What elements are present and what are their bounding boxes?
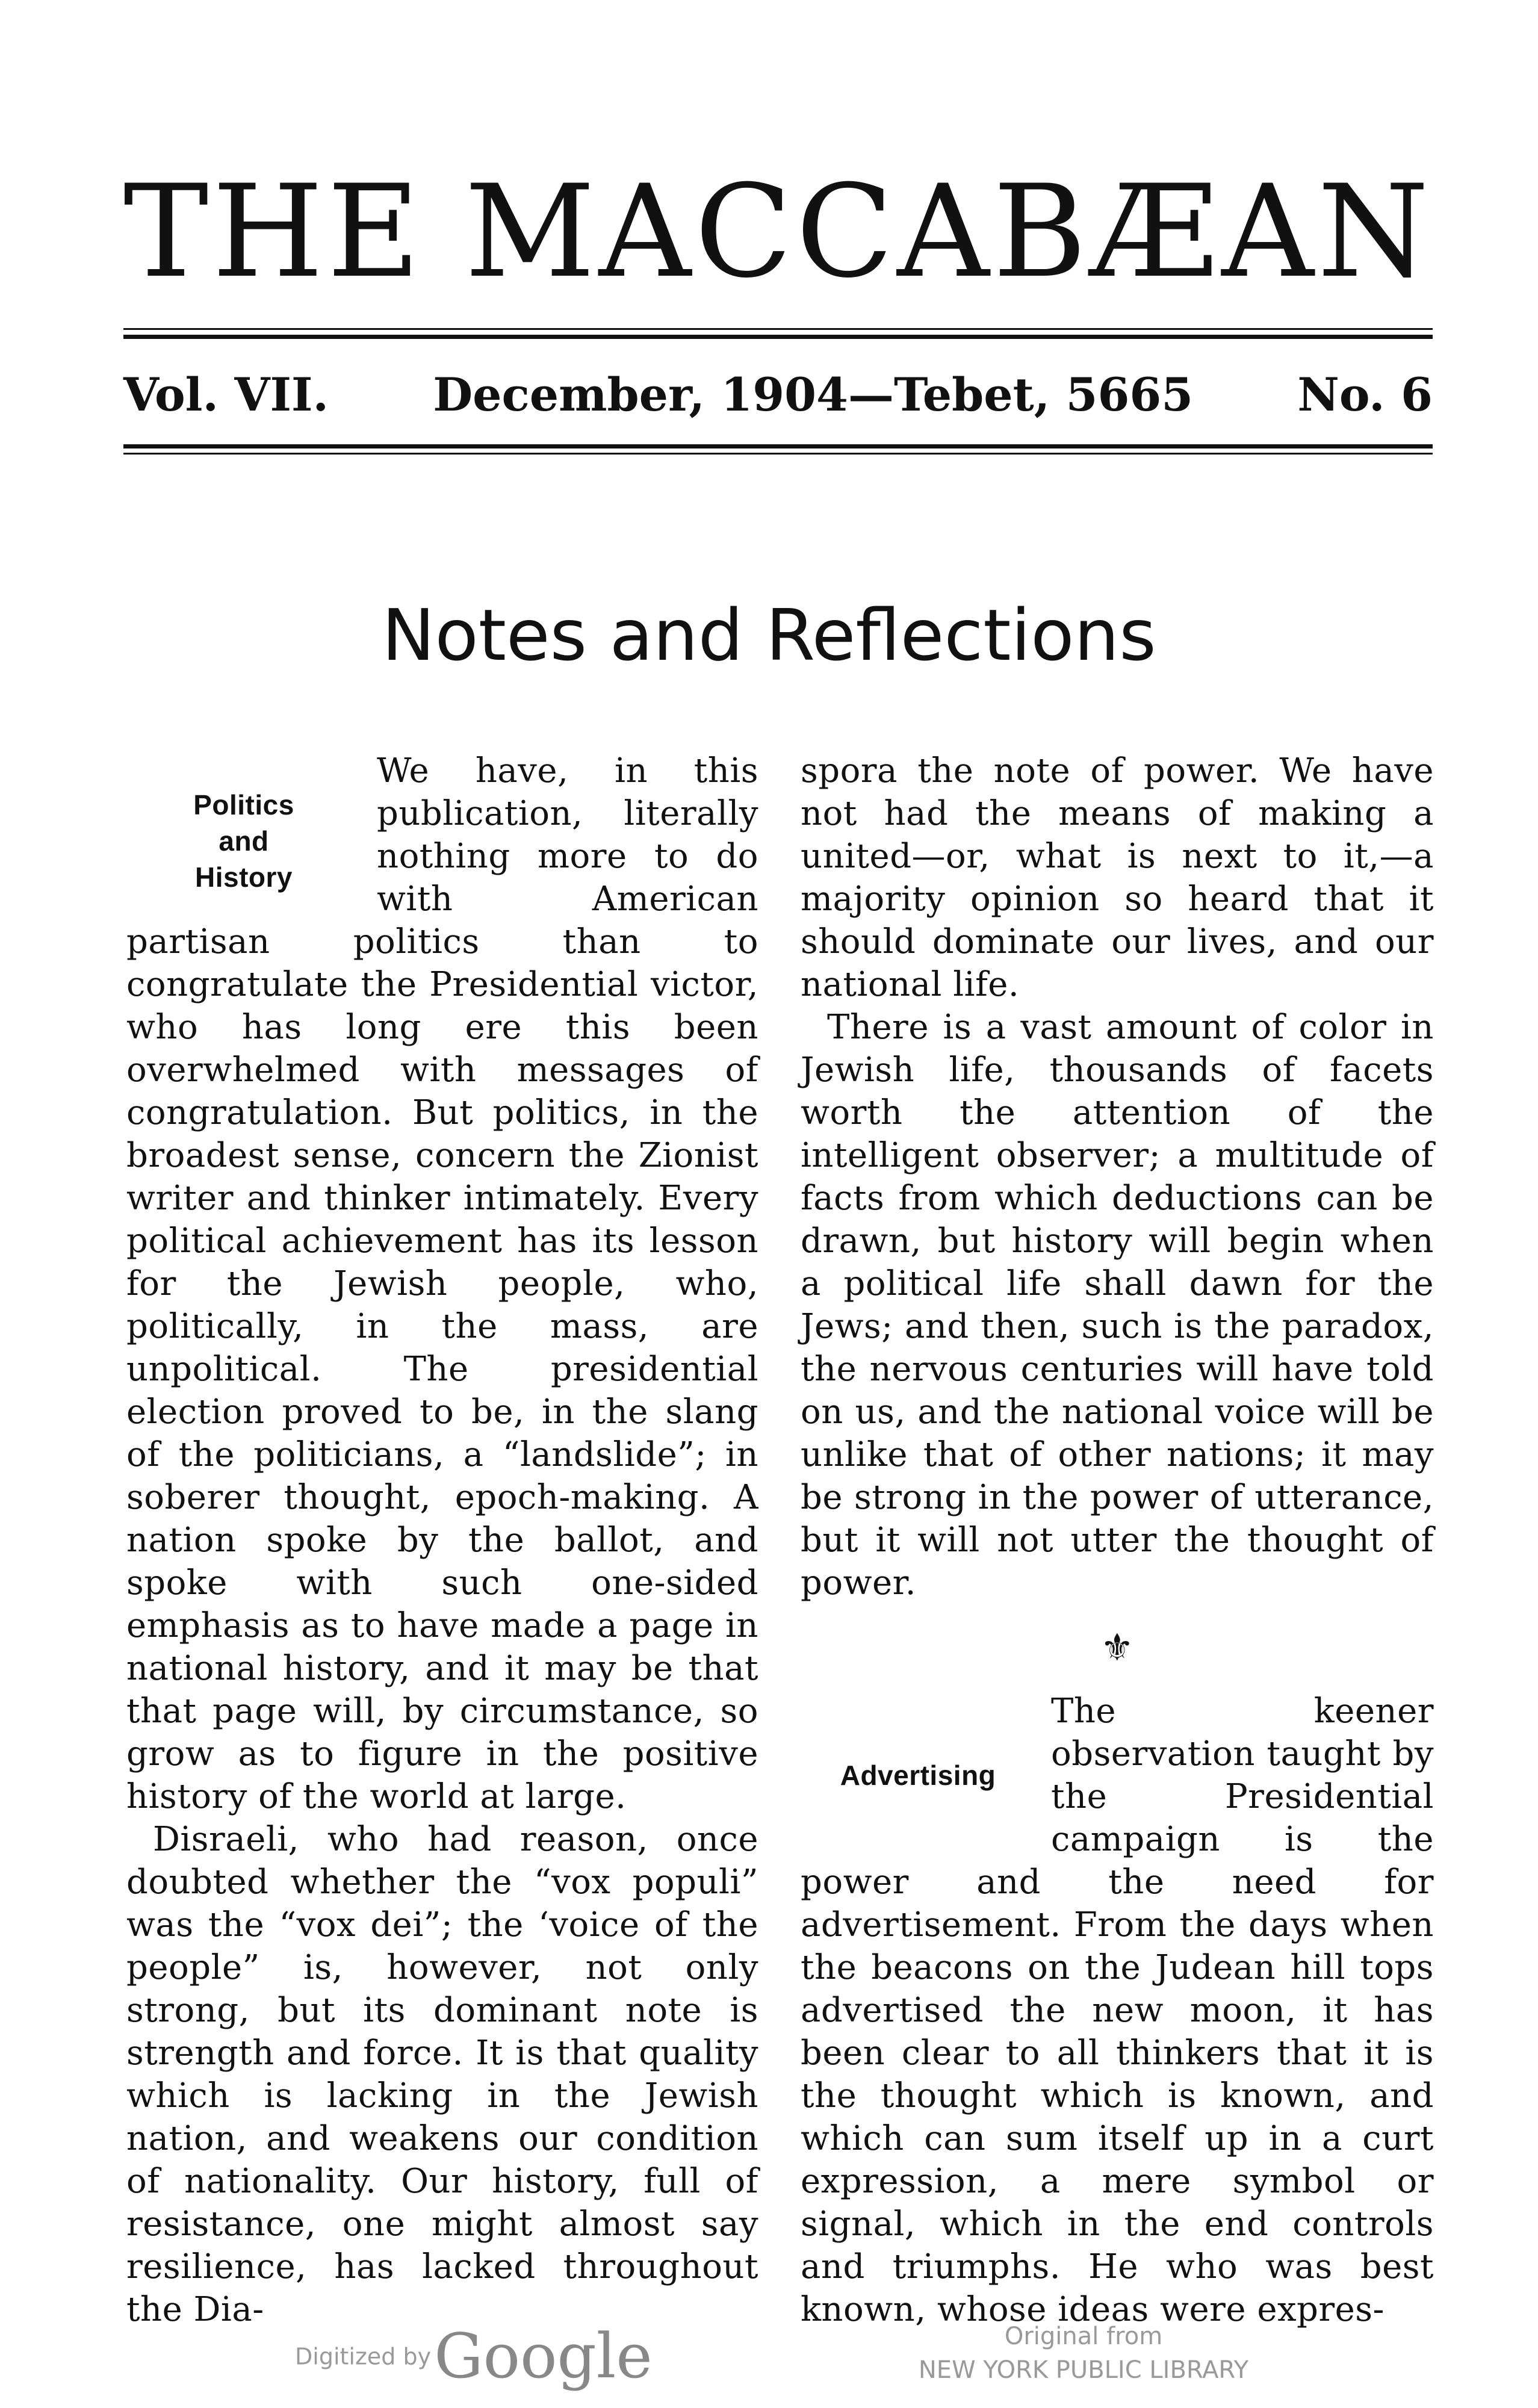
- right-column: [801, 749, 1434, 2331]
- sidenote-advertising: Advertising: [840, 1760, 996, 1791]
- sidenote-line: Politics: [193, 789, 294, 821]
- paragraph-diaspora: spora the note of power. We have not had the means of making a united—or, what is next to it,—a majority opinion so heard that it should dominate our lives, and our national life.: [801, 751, 1434, 1004]
- library-credit: [891, 2320, 1276, 2387]
- digitized-by-label: Digitized by: [295, 2343, 432, 2370]
- issue-line: [123, 365, 1433, 425]
- paragraph-advertising: The keener observation taught by the Presidential campaign is the power and the need for advertisement. From the days when the beacons on the Judean hill tops advertised the new moon, it has been clear to all thinkers that it is the thought which is known, and which can sum itself up in a curt expression, a mere symbol or signal, which in the end controls and triumphs. He who was best known, whose ideas were expres-: [801, 1692, 1434, 2329]
- volume-number: Vol. VII.: [123, 368, 329, 421]
- paragraph-disraeli: Disraeli, who had reason, once doubted whether the “vox populi” was the “vox dei”; the ‘voice of the people” is, however, not only strong, but its dominant note is strength and force. It is that quality which is lacking in the Jewish nation, and weakens our condition of nationality. Our history, full of resistance, one might almost say resilience, has lacked throughout the Dia-: [126, 1820, 758, 2329]
- section-heading: Notes and Reflections: [382, 594, 1156, 677]
- masthead-the: THE: [123, 157, 424, 306]
- sidenote-line: History: [195, 861, 293, 893]
- sidenote-line: and: [219, 825, 269, 857]
- masthead: [123, 157, 1433, 306]
- library-name: NEW YORK PUBLIC LIBRARY: [918, 2356, 1249, 2384]
- bottom-rule-thin: [123, 453, 1433, 455]
- issue-number: No. 6: [1297, 368, 1433, 421]
- top-rule-thin: [123, 328, 1433, 330]
- google-logo: Google: [434, 2321, 653, 2392]
- paragraph-politics: We have, in this publication, literally nothing more to do with American partisan politics than to congratulate the Presidential victor, who has long ere this been overwhelmed with messages of congratulation. But politics, in the broadest sense, concern the Zionist writer and thinker intimately. Every political achievement has its lesson for the Jewish people, who, politically, in the mass, are unpolitical. The presidential election proved to be, in the slang of the politicians, a “landslide”; in soberer thought, epoch-making. A nation spoke by the ballot, and spoke with such one-sided emphasis as to have made a page in national history, and it may be that that page will, by circumstance, so grow as to figure in the positive history of the world at large.: [126, 751, 758, 1816]
- top-rule-thick: [123, 335, 1433, 339]
- sidenote-politics-and-history: [126, 749, 361, 920]
- masthead-maccabaean: MACCABÆAN: [464, 157, 1433, 306]
- original-from-label: Original from: [1004, 2323, 1163, 2350]
- fleuron-ornament: ⚜: [1100, 1625, 1135, 1669]
- left-column: [126, 749, 758, 2331]
- paragraph-color-in-jewish-life: There is a vast amount of color in Jewish life, thousands of facets worth the attention of the intelligent observer; a multitude of facts from which deductions can be drawn, but history will begin when a political life shall dawn for the Jews; and then, such is the paradox, the nervous centuries will have told on us, and the national voice will be unlike that of other nations; it may be strong in the power of utterance, but it will not utter the thought of power.: [801, 1008, 1434, 1603]
- issue-date: December, 1904—Tebet, 5665: [433, 368, 1194, 421]
- bottom-rule-thick: [123, 444, 1433, 448]
- digitized-by-google: [295, 2321, 653, 2392]
